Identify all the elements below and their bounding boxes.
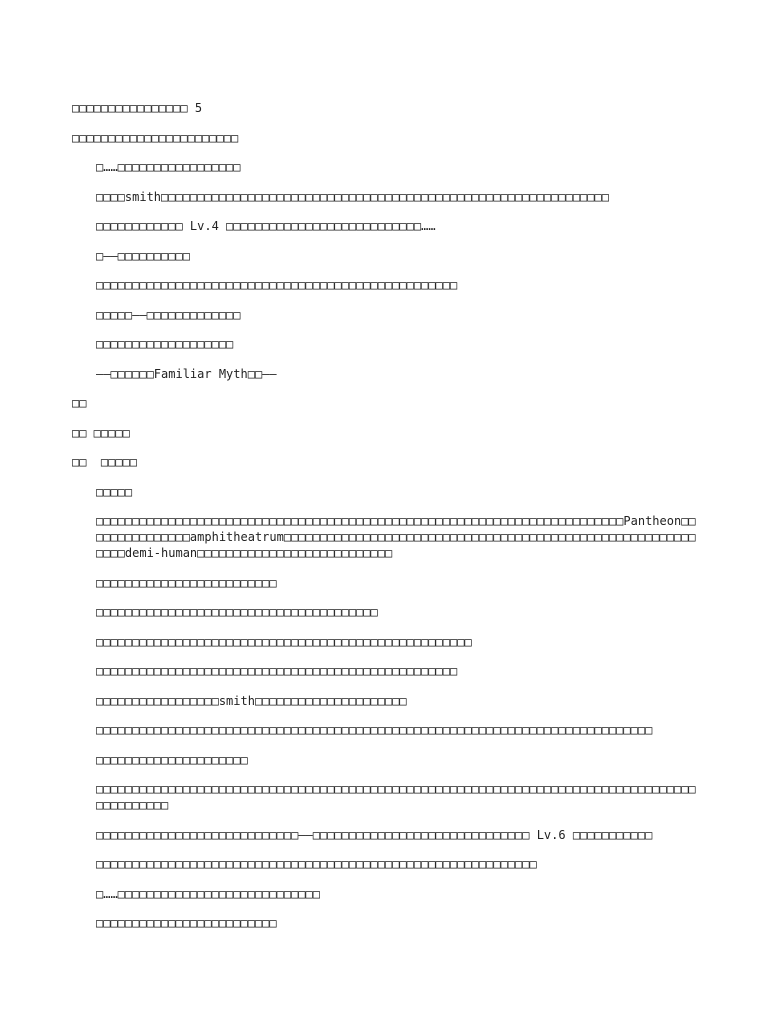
- paragraph-line: □□□□□□□□□□□□□□□□□□□□□□□□□□□□□□□□□□□□□□□□□□□□□□□□□□□□□□□□□□□□□□□□□□□□□□□□□□□□□□□□□□□□□□□□□□□□□: [96, 782, 696, 812]
- paragraph-spacer: [72, 679, 700, 693]
- paragraph-spacer: [72, 843, 700, 857]
- paragraph-line: □……□□□□□□□□□□□□□□□□□□□□□□□□□□□□: [96, 886, 320, 901]
- paragraph-spacer: [72, 264, 700, 278]
- paragraph-spacer: [72, 175, 700, 189]
- paragraph-spacer: [72, 382, 700, 396]
- paragraph-spacer: [72, 561, 700, 575]
- paragraph-line: □□: [72, 396, 87, 410]
- paragraph-spacer: [72, 323, 700, 337]
- paragraph-line: □□□□□□□□□□□□□□□□□□□□□□□□□□□□□□□□□□□□□□□: [96, 605, 378, 619]
- paragraph-spacer: [72, 411, 700, 425]
- paragraph-line: □……□□□□□□□□□□□□□□□□□: [96, 160, 241, 174]
- paragraph-line: □□□□□□□□□□□□□□□□□□□□□□□□□□□□□□□□□□□□□□□□□□□□□□□□□□□□□□□□□□□□□: [96, 857, 537, 871]
- document-body: [72, 100, 700, 945]
- paragraph-spacer: [72, 872, 700, 886]
- paragraph-line: □□□□□□□□□□□□□□□□□□□□□□□□□: [96, 575, 277, 590]
- paragraph-line: □□□□□□□□□□□□□□□□□□□□□□□□□□□□——□□□□□□□□□□□□□□□□□□□□□□□□□□□□□□ Lv.6 □□□□□□□□□□□: [96, 827, 653, 842]
- paragraph-spacer: [72, 116, 700, 130]
- paragraph-spacer: [72, 709, 700, 723]
- paragraph-line: □□□□□: [96, 484, 133, 499]
- paragraph-spacer: [72, 813, 700, 827]
- paragraph-line: □□□□□——□□□□□□□□□□□□□: [96, 307, 241, 322]
- paragraph-line: □□□□□□□□□□□□□□□□□□□□□□□□□: [96, 916, 277, 930]
- paragraph-spacer: [72, 146, 700, 160]
- paragraph-spacer: [72, 738, 700, 752]
- paragraph-spacer: [72, 352, 700, 366]
- paragraph-line: □□□□□□□□□□□□□□□□□smith□□□□□□□□□□□□□□□□□□□□□: [96, 693, 407, 708]
- paragraph-spacer: [72, 293, 700, 307]
- paragraph-line: □□ □□□□□: [72, 455, 138, 469]
- paragraph-spacer: [72, 620, 700, 634]
- paragraph-spacer: [72, 591, 700, 605]
- paragraph-line: □——□□□□□□□□□□: [96, 248, 190, 263]
- paragraph-spacer: [72, 500, 700, 514]
- paragraph-line: □□□□□□□□□□□□□□□□□□□□□: [96, 752, 248, 767]
- paragraph-line: □□□□□□□□□□□□□□□□ 5: [72, 101, 203, 115]
- paragraph-spacer: [72, 441, 700, 455]
- paragraph-spacer: [72, 902, 700, 916]
- paragraph-line: □□□□□□□□□□□□□□□□□□□□□□□□□□□□□□□□□□□□□□□□□□□□□□□□□□: [96, 278, 458, 292]
- paragraph-line: □□□□□□□□□□□□□□□□□□□: [96, 337, 234, 351]
- paragraph-line: □□□□□□□□□□□□ Lv.4 □□□□□□□□□□□□□□□□□□□□□□□□□□□……: [96, 219, 436, 233]
- paragraph-spacer: [72, 768, 700, 782]
- paragraph-line: □□□□smith□□□□□□□□□□□□□□□□□□□□□□□□□□□□□□□□□□□□□□□□□□□□□□□□□□□□□□□□□□□□□□: [96, 189, 609, 204]
- paragraph-line: □□□□□□□□□□□□□□□□□□□□□□□: [72, 130, 239, 145]
- paragraph-spacer: [72, 470, 700, 484]
- paragraph-line: □□□□□□□□□□□□□□□□□□□□□□□□□□□□□□□□□□□□□□□□□□□□□□□□□□□□□□□□□□□□□□□□□□□□□□□□□□□□□: [96, 723, 653, 737]
- paragraph-line: □□□□□□□□□□□□□□□□□□□□□□□□□□□□□□□□□□□□□□□□□□□□□□□□□□: [96, 664, 458, 678]
- paragraph-spacer: [72, 931, 700, 945]
- paragraph-spacer: [72, 650, 700, 664]
- paragraph-spacer: [72, 234, 700, 248]
- paragraph-line: □□□□□□□□□□□□□□□□□□□□□□□□□□□□□□□□□□□□□□□□□□□□□□□□□□□□□□□□□□□□□□□□□□□□□□□□□Pantheon□□□□□□□□□□□□□□□amphitheatrum□□□□□□□□□□□□□□□□□□□□□□□□□□□□□□□□□□□□□□□□□□□□□□□□□□□□□□□□□□□□□demi-human□□□□□□□□□□□□□□□□□□□□□□□□□□□: [96, 514, 696, 560]
- paragraph-line: ——□□□□□□Familiar Myth□□——: [96, 366, 277, 381]
- paragraph-spacer: [72, 205, 700, 219]
- paragraph-line: □□ □□□□□: [72, 425, 130, 440]
- paragraph-line: □□□□□□□□□□□□□□□□□□□□□□□□□□□□□□□□□□□□□□□□□□□□□□□□□□□□: [96, 634, 472, 649]
